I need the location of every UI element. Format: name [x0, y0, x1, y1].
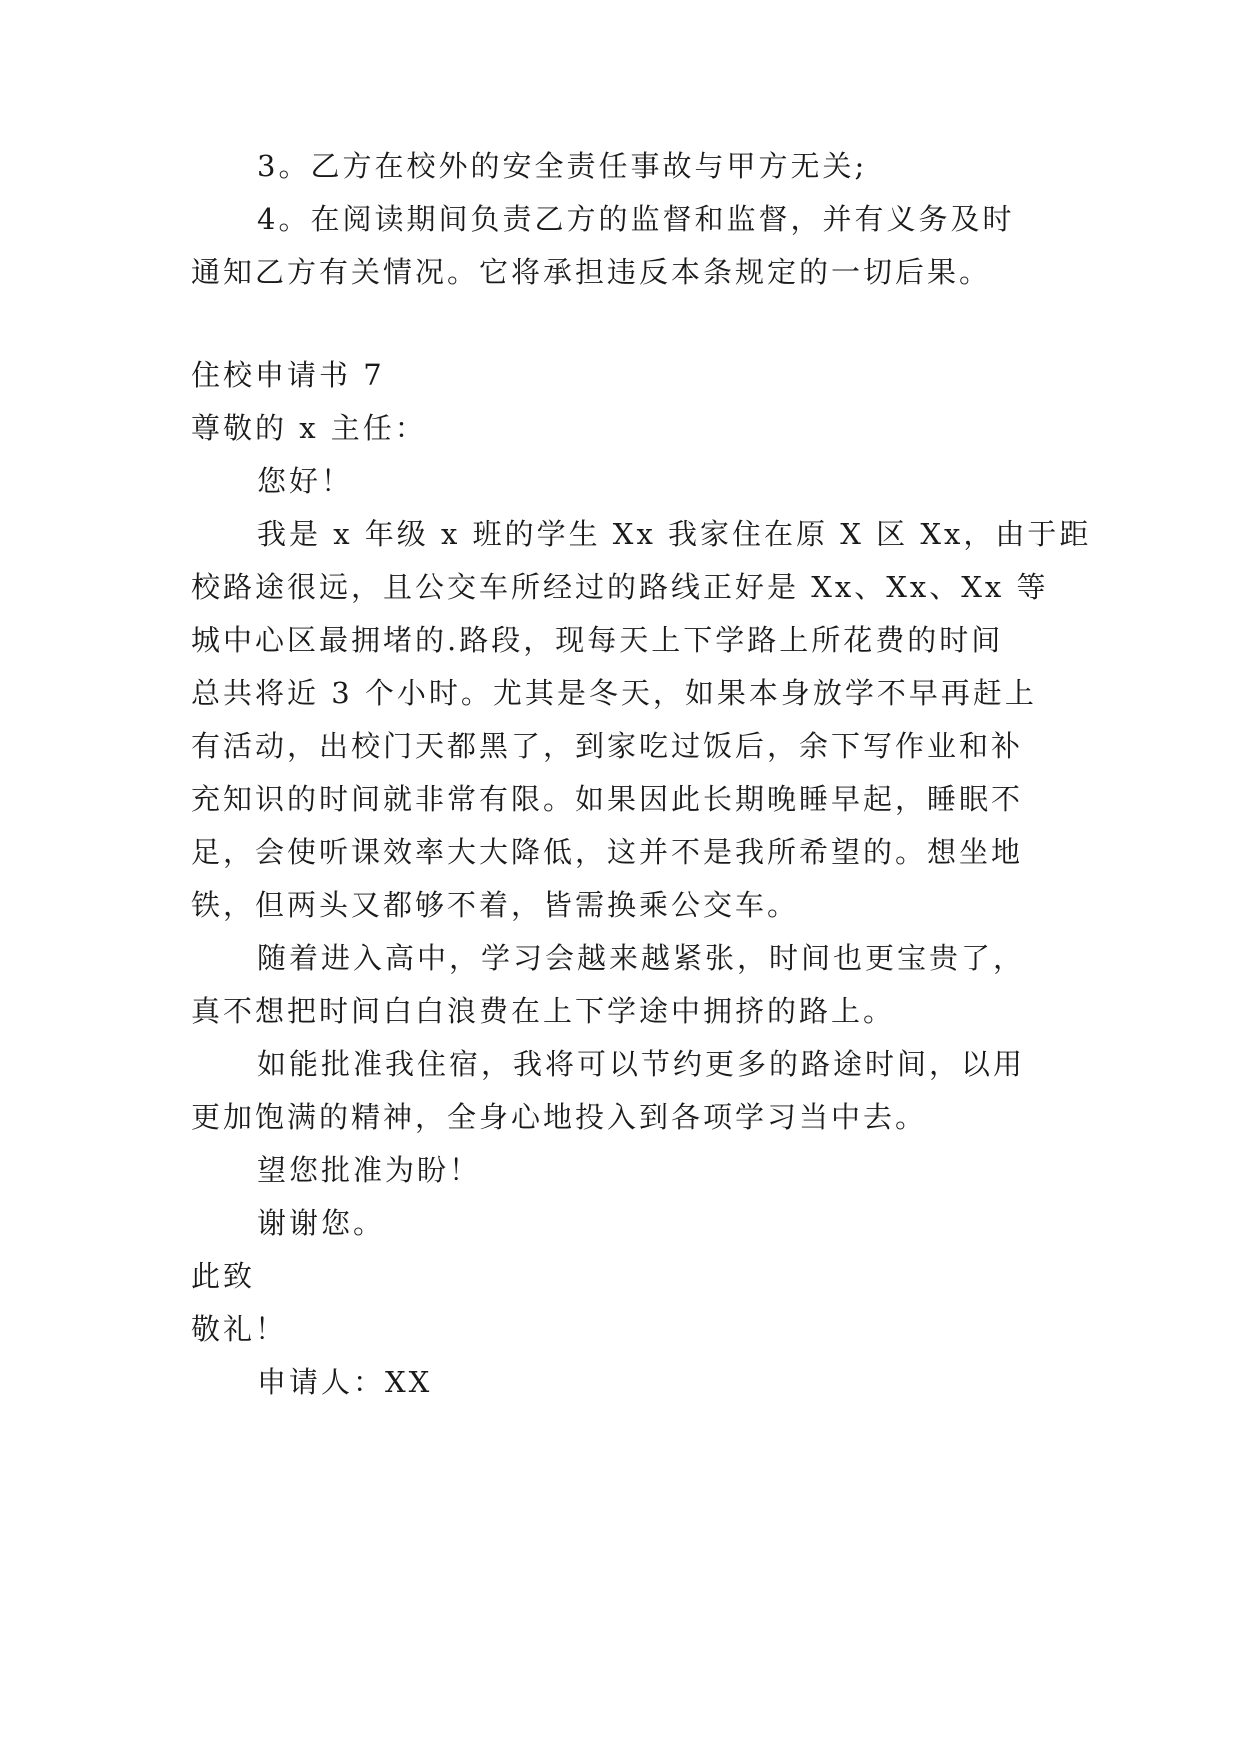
body-paragraph-1-line-2: 校路途很远，且公交车所经过的路线正好是 Xx、Xx、Xx 等 [191, 570, 1049, 604]
closing-thanks: 谢谢您。 [257, 1206, 386, 1240]
body-paragraph-1-line-4: 总共将近 3 个小时。尤其是冬天，如果本身放学不早再赶上 [191, 676, 1037, 710]
salutation: 尊敬的 x 主任： [191, 411, 427, 445]
greeting: 您好！ [257, 464, 354, 498]
body-paragraph-1-line-3: 城中心区最拥堵的.路段，现每天上下学路上所花费的时间 [191, 623, 1004, 657]
body-paragraph-3-line-2: 更加饱满的精神，全身心地投入到各项学习当中去。 [191, 1100, 928, 1134]
document-title: 住校申请书 7 [191, 358, 385, 392]
closing-cizhi: 此致 [191, 1259, 256, 1293]
closing-request: 望您批准为盼！ [257, 1153, 482, 1187]
body-paragraph-1-line-7: 足，会使听课效率大大降低，这并不是我所希望的。想坐地 [191, 835, 1024, 869]
body-paragraph-1-line-5: 有活动，出校门天都黑了，到家吃过饭后，余下写作业和补 [191, 729, 1024, 763]
body-paragraph-2-line-1: 随着进入高中，学习会越来越紧张，时间也更宝贵了， [257, 941, 1026, 975]
closing-jingli: 敬礼！ [191, 1312, 288, 1346]
body-paragraph-1-line-6: 充知识的时间就非常有限。如果因此长期晚睡早起，睡眠不 [191, 782, 1024, 816]
body-paragraph-2-line-2: 真不想把时间白白浪费在上下学途中拥挤的路上。 [191, 994, 896, 1028]
body-paragraph-1-line-8: 铁，但两头又都够不着，皆需换乘公交车。 [191, 888, 800, 922]
clause-4-line-1: 4。在阅读期间负责乙方的监督和监督，并有义务及时 [257, 202, 1015, 236]
body-paragraph-1-line-1: 我是 x 年级 x 班的学生 Xx 我家住在原 X 区 Xx，由于距 [257, 517, 1092, 551]
clause-3: 3。乙方在校外的安全责任事故与甲方无关; [257, 149, 868, 183]
applicant-signature: 申请人：XX [257, 1365, 433, 1399]
clause-4-line-2: 通知乙方有关情况。它将承担违反本条规定的一切后果。 [191, 255, 992, 289]
body-paragraph-3-line-1: 如能批准我住宿，我将可以节约更多的路途时间，以用 [257, 1047, 1026, 1081]
